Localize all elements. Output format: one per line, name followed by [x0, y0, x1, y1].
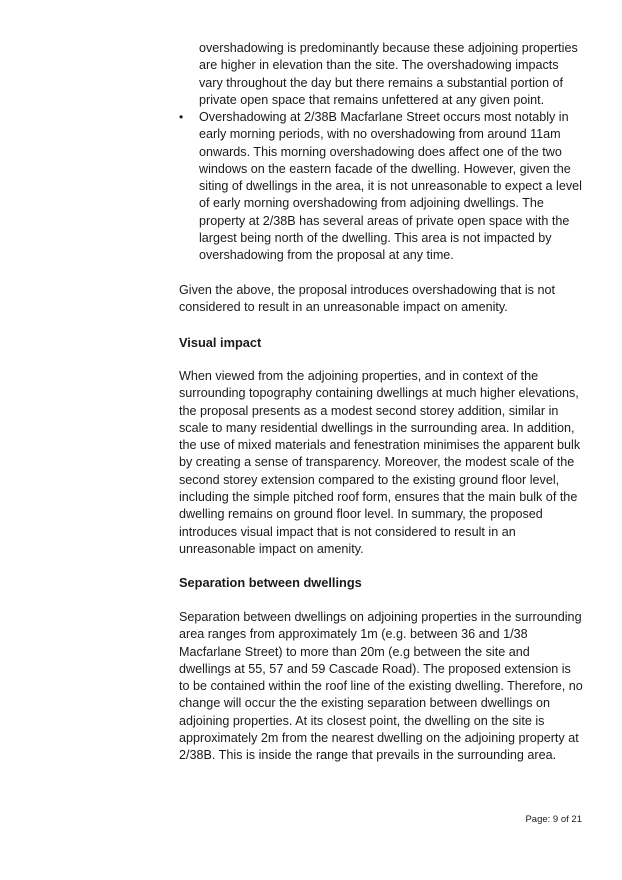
section-heading-separation: Separation between dwellings	[179, 575, 362, 590]
page-number: Page: 9 of 21	[525, 814, 582, 825]
list-item	[179, 109, 584, 265]
bullet-text: Overshadowing at 2/38B Macfarlane Street occurs most notably in early morning periods, with no overshadowing from around 11am onwards. This morning overshadowing does affect one of the two windows on the eastern facade of the dwelling. However, given the siting of dwellings in the area, it is not unreasonable to expect a level of early morning overshadowing from adjoining dwellings. The property at 2/38B has several areas of private open space with the largest being north of the dwelling. This area is not impacted by overshadowing from the proposal at any time.	[199, 110, 582, 263]
overshadowing-summary: Given the above, the proposal introduces overshadowing that is not considered to result in an unreasonable impact on amenity.	[179, 283, 555, 315]
section-heading-visual-impact: Visual impact	[179, 335, 262, 350]
separation-paragraph: Separation between dwellings on adjoining properties in the surrounding area ranges from approximately 1m (e.g. between 36 and 1/38 Macfarlane Street) to more than 20m (e.g between the site and dwellings at 55, 57 and 59 Cascade Road). The proposed extension is to be contained within the roof line of the existing dwelling. Therefore, no change will occur the the existing separation between dwellings on adjoining properties. At its closest point, the dwelling on the site is approximately 2m from the nearest dwelling on the adjoining property at 2/38B. This is inside the range that prevails in the surrounding area.	[179, 610, 583, 763]
bullet-list	[179, 109, 584, 265]
continuation-paragraph: overshadowing is predominantly because these adjoining properties are higher in elevation than the site. The overshadowing impacts vary throughout the day but there remains a substantial portion of private open space that remains unfettered at any given point.	[199, 41, 578, 107]
visual-impact-paragraph: When viewed from the adjoining properties, and in context of the surrounding topography containing dwellings at much higher elevations, the proposal presents as a modest second storey addition, similar in scale to many residential dwellings in the surrounding area. In addition, the use of mixed materials and fenestration minimises the apparent bulk by creating a sense of transparency. Moreover, the modest scale of the second storey extension compared to the existing ground floor level, including the simple pitched roof form, ensures that the main bulk of the dwelling remains on ground floor level. In summary, the proposed introduces visual impact that is not considered to result in an unreasonable impact on amenity.	[179, 369, 581, 556]
bullet-marker: •	[179, 110, 184, 124]
